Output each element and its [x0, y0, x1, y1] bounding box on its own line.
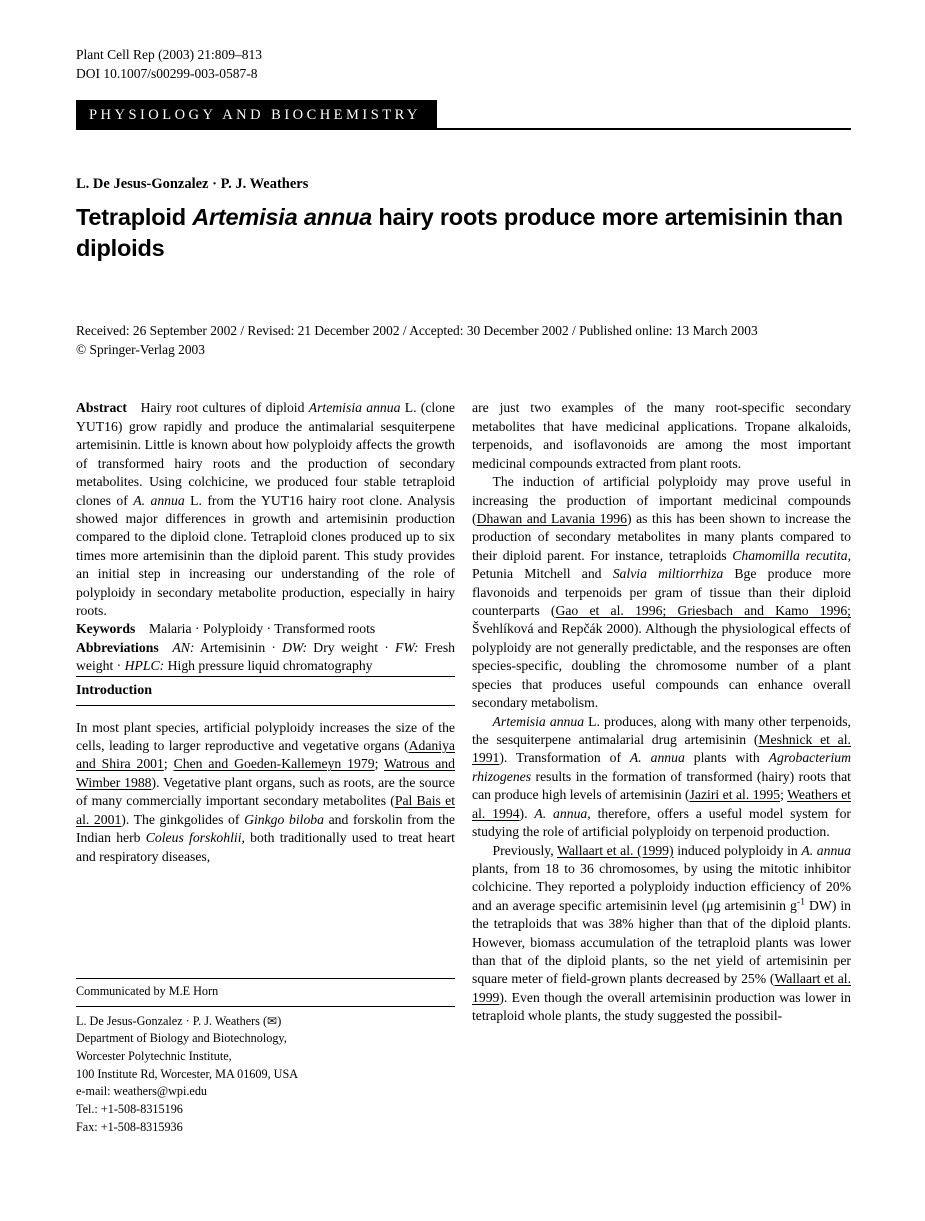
envelope-icon: ✉ [267, 1013, 278, 1028]
text-run: plants, from 18 to 36 chromosomes, by using the mitotic inhibitor colchicine. They reported a polyploidy induction efficiency of 20% and an average specific artemisinin level (μg artemisinin g [472, 860, 851, 913]
text-run: ). Even though the overall artemisinin production was lower in tetraploid whole plants, the study suggested the possibil- [472, 989, 851, 1024]
body-paragraph-1 [472, 399, 851, 473]
text-run: Worcester Polytechnic Institute, [76, 1048, 232, 1063]
text-run: ). [519, 805, 535, 821]
abbreviations-paragraph [76, 639, 455, 676]
citation-link[interactable]: Wallaart et al. (1999) [557, 842, 674, 858]
body-paragraph-4 [472, 842, 851, 1026]
text-run: -1 [796, 896, 806, 908]
citation-link[interactable]: Pal Bais et al. 2001 [76, 793, 455, 827]
text-run: plants with [684, 750, 769, 766]
text-run: e-mail: weathers@wpi.edu [76, 1084, 208, 1099]
left-column [76, 399, 455, 1136]
text-run: Artemisia annua [192, 204, 373, 231]
text-run: Malaria · Polyploidy · Transformed roots [135, 621, 376, 637]
text-run: Salvia miltiorrhiza [612, 566, 724, 582]
address-line-institute [76, 1048, 455, 1066]
text-run: L. produces, along with many other terpenoids, the sesquiterpene antimalarial drug artemisinin ( [472, 713, 851, 747]
keywords-line [76, 620, 455, 638]
text-run: A. annua, [534, 805, 591, 821]
text-run: Artemisia annua [308, 400, 401, 416]
citation-link[interactable]: Watrous and Wimber 1988 [76, 756, 455, 790]
text-run: L. from the YUT16 hairy root clone. Analysis showed major differences in growth and artemisinin production compared to the diploid clone. Tetraploid clones produced up to six times more artemisinin than the diploid parent. This study provides an initial step in increasing our understanding of the role of polyploidy in secondary metabolite production, especially in hairy roots. [76, 492, 455, 619]
citation-link[interactable]: Weathers et al. 1994 [472, 787, 851, 821]
abstract-paragraph [76, 399, 455, 620]
text-run: Bge produce more flavonoids and terpenoids per gram of tissue than their diploid counterparts ( [472, 566, 852, 619]
text-run: ) [277, 1013, 282, 1028]
address-block [76, 1007, 455, 1137]
text-run: ; [163, 756, 174, 772]
introduction-paragraph [76, 719, 455, 866]
text-run: Chamomilla recutita, [732, 547, 851, 563]
text-run: L. De Jesus-Gonzalez · P. J. Weathers ( [76, 1013, 268, 1028]
text-run: ). Vegetative plant organs, such as roots, are the source of many commercially important secondary metabolites ( [76, 774, 455, 809]
text-run: High pressure liquid chromatography [164, 658, 373, 674]
text-run: Tetraploid [76, 204, 193, 231]
citation-link[interactable]: Adaniya and Shira 2001 [76, 737, 455, 772]
authors-line: L. De Jesus-Gonzalez · P. J. Weathers [76, 176, 309, 193]
text-run: are just two examples of the many root-specific secondary metabolites that have medicinal applications. Tropane alkaloids, terpenoids, and isoflavonoids are among the most important medicinal compounds extracted from plant roots. [472, 400, 851, 471]
text-run: ) as this has been shown to increase the production of secondary metabolites in many plants compared to their diploid parent. For instance, tetraploids [472, 510, 851, 563]
text-run: ). Transformation of [499, 750, 630, 766]
text-run: ; [374, 756, 385, 772]
journal-citation: Plant Cell Rep (2003) 21:809–813 [76, 47, 262, 62]
citation-link[interactable]: Wallaart et al. 1999 [472, 971, 851, 1005]
doi-line: DOI 10.1007/s00299-003-0587-8 [76, 65, 258, 81]
text-run: Keywords [76, 621, 136, 637]
text-run: Artemisia annua [492, 713, 585, 729]
body-paragraph-3 [472, 713, 851, 842]
text-run: Ginkgo biloba [244, 811, 324, 827]
text-run: Petunia Mitchell and [472, 566, 613, 582]
text-run: The induction of artificial polyploidy may prove useful in increasing the production of important medicinal compounds ( [472, 474, 851, 526]
text-run: Švehlíková and Repčák 2000). Although the physiological effects of polyploidy are not generally predictable, and the responses are often species-specific, doubling the chromosome number of a plant species that produces useful compounds can enhance overall secondary metabolism. [472, 621, 851, 711]
text-run: therefore, offers a useful model system for studying the role of artificial polyploidy on terpenoid production. [472, 805, 851, 840]
text-run: ; [780, 787, 788, 803]
text-run: AN: [172, 639, 195, 655]
communicated-line: Communicated by M.E Horn [76, 983, 219, 998]
text-run: Fax: +1-508-8315936 [76, 1119, 183, 1134]
text-run: Fresh weight · [76, 639, 455, 674]
text-run: Agrobacterium rhizogenes [472, 750, 851, 784]
copyright-line: © Springer-Verlag 2003 [76, 342, 205, 358]
text-run: 100 Institute Rd, Worcester, MA 01609, USA [76, 1066, 299, 1081]
text-run: Coleus forskohlii, [145, 830, 245, 846]
article-title [76, 202, 848, 263]
article-history [76, 321, 851, 359]
address-line-email [76, 1083, 455, 1101]
text-run: results in the formation of transformed (hairy) roots that can produce high levels of artemisinin ( [472, 768, 851, 803]
right-column [472, 399, 851, 1136]
address-line-street [76, 1066, 455, 1084]
text-run: Artemisinin · [194, 639, 283, 655]
text-run: Tel.: +1-508-8315196 [76, 1102, 183, 1117]
citation-link[interactable]: Dhawan and Lavania 1996 [476, 510, 627, 526]
address-line-authors [76, 1013, 455, 1031]
text-run: Previously, [492, 842, 558, 858]
text-run: hairy roots produce more artemisinin than diploids [76, 204, 843, 261]
two-column-body [76, 399, 851, 1136]
introduction-heading: Introduction [76, 676, 455, 706]
text-run: DW: [282, 639, 308, 655]
text-run: A. annua [629, 750, 685, 766]
text-run: Abstract [76, 400, 127, 416]
text-run: A. annua [133, 492, 185, 508]
text-run: ). The ginkgolides of [121, 811, 245, 827]
address-line-tel [76, 1101, 455, 1119]
citation-link[interactable]: Gao et al. 1996; Griesbach and Kamo 1996; [555, 603, 851, 619]
footnote-block [76, 978, 455, 1137]
body-paragraph-2 [472, 473, 851, 712]
text-run [159, 640, 173, 655]
text-run: HPLC: [124, 658, 165, 674]
text-run: Department of Biology and Biotechnology, [76, 1031, 287, 1046]
citation-link[interactable]: Jaziri et al. 1995 [689, 787, 781, 803]
address-line-fax [76, 1119, 455, 1137]
received-line: Received: 26 September 2002 / Revised: 21 December 2002 / Accepted: 30 December 2002 / Published online: 13 March 2003 [76, 323, 758, 339]
citation-link[interactable]: Chen and Goeden-Kallemeyn 1979 [173, 756, 375, 772]
text-run: FW: [394, 639, 419, 655]
text-run: L. (clone YUT16) grow rapidly and produce the antimalarial sesquiterpene artemisinin. Little is known about how polyploidy affects the growth of transformed hairy roots and the production of secondary metabolites. Using colchicine, we produced four stable tetraploid clones of [76, 400, 456, 508]
text-run: both traditionally used to treat heart and respiratory diseases, [76, 830, 455, 864]
text-run: induced polyploidy in [673, 842, 802, 858]
citation-link[interactable]: Meshnick et al. 1991 [472, 732, 851, 766]
banner-rule [437, 128, 851, 130]
text-run: DW) in the tetraploids that was 38% higher than that of the diploid plants. However, biomass accumulation of the tetraploid plants was lower than that of the diploid plants, so the net yield of artemisinin per square meter of field-grown plants decreased by 25% ( [472, 897, 851, 987]
text-run: and forskolin from the Indian herb [76, 811, 455, 846]
text-run: In most plant species, artificial polyploidy increases the size of the cells, leading to larger reproductive and vegetative organs ( [76, 719, 455, 753]
text-run: Abbreviations [76, 639, 159, 655]
journal-header [76, 46, 851, 83]
text-run: Dry weight · [307, 639, 395, 655]
section-banner: PHYSIOLOGY AND BIOCHEMISTRY [76, 100, 437, 130]
address-line-department [76, 1030, 455, 1048]
text-run: A. annua [801, 842, 851, 858]
text-run: Hairy root cultures of diploid [126, 400, 309, 416]
section-banner-row [76, 100, 851, 130]
